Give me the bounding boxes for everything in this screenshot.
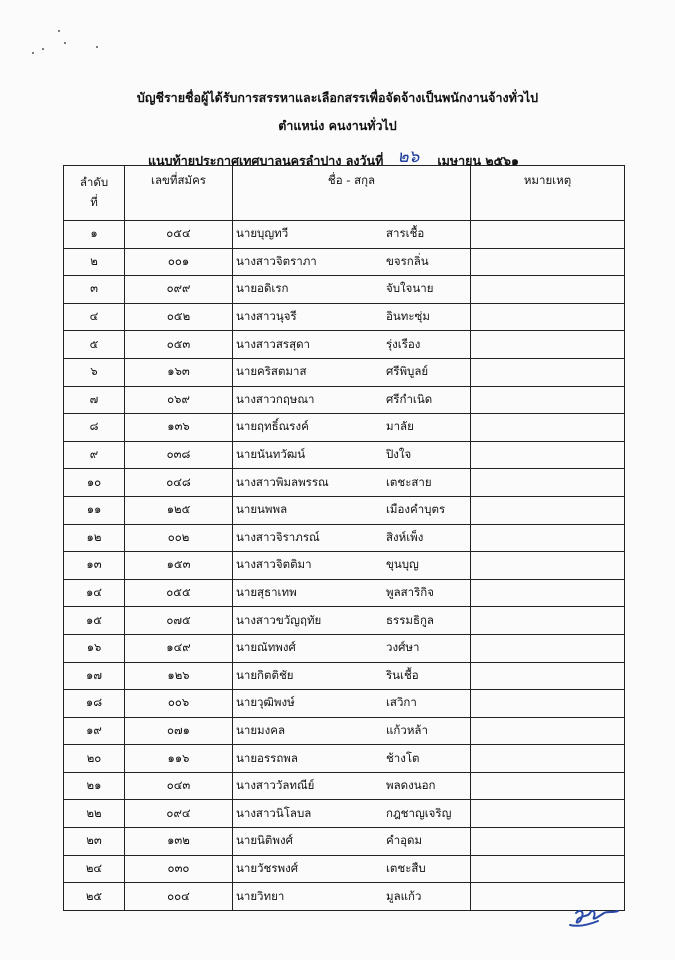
column-header-application-number (125, 166, 233, 221)
name-cell (233, 221, 471, 249)
last-name: สิงห์เพ็ง (386, 529, 424, 544)
name-cell (233, 772, 471, 800)
order-cell: ๒ (64, 248, 125, 276)
name-cell (233, 690, 471, 718)
remarks-cell (471, 717, 625, 745)
order-cell: ๑๙ (64, 717, 125, 745)
remarks-cell (471, 607, 625, 635)
column-header-label: เลขที่สมัคร (151, 173, 206, 187)
order-cell: ๑๕ (64, 607, 125, 635)
name-cell (233, 414, 471, 442)
name-cell (233, 828, 471, 856)
application-number-cell: ๐๐๖ (125, 690, 233, 718)
order-cell: ๙ (64, 441, 125, 469)
order-cell: ๕ (64, 331, 125, 359)
table-row (64, 800, 625, 828)
order-cell: ๒๓ (64, 828, 125, 856)
first-name: นายนพพล (236, 502, 288, 517)
name-cell (233, 496, 471, 524)
table-header-row (64, 166, 625, 221)
document-title: บัญชีรายชื่อผู้ได้รับการสรรหาและเลือกสรรเพื่อจัดจ้างเป็นพนักงานจ้างทั่วไป (136, 90, 539, 105)
table-row (64, 855, 625, 883)
application-number-cell: ๐๙๔ (125, 800, 233, 828)
last-name: รินเชื้อ (386, 667, 419, 682)
remarks-cell (471, 358, 625, 386)
application-number-cell: ๐๗๑ (125, 717, 233, 745)
remarks-cell (471, 772, 625, 800)
table-row (64, 745, 625, 773)
table-row (64, 496, 625, 524)
last-name: มาลัย (386, 419, 414, 434)
name-cell (233, 331, 471, 359)
order-cell: ๑ (64, 221, 125, 249)
last-name: เมืองคำบุตร (386, 502, 446, 517)
table-row (64, 221, 625, 249)
first-name: นายคริสตมาส (236, 364, 307, 379)
last-name: มูลแก้ว (386, 888, 422, 903)
order-cell: ๓ (64, 276, 125, 304)
remarks-cell (471, 524, 625, 552)
table-row (64, 248, 625, 276)
position-title: ตำแหน่ง คนงานทั่วไป (278, 118, 397, 133)
table-row (64, 331, 625, 359)
column-header-label: ลำดับ ที่ (79, 175, 109, 209)
first-name: นายฤทธิ์ณรงค์ (236, 419, 309, 434)
name-cell (233, 855, 471, 883)
remarks-cell (471, 221, 625, 249)
remarks-cell (471, 828, 625, 856)
table-row (64, 414, 625, 442)
first-name: นางสาวจิตราภา (236, 253, 317, 268)
application-number-cell: ๑๖๓ (125, 358, 233, 386)
column-header-label: ชื่อ - สกุล (327, 173, 376, 187)
application-number-cell: ๑๒๕ (125, 496, 233, 524)
remarks-cell (471, 855, 625, 883)
table-row (64, 772, 625, 800)
remarks-cell (471, 248, 625, 276)
first-name: นายอดิเรก (236, 281, 289, 296)
order-cell: ๘ (64, 414, 125, 442)
first-name: นายอรรถพล (236, 750, 298, 765)
remarks-cell (471, 386, 625, 414)
remarks-cell (471, 552, 625, 580)
remarks-cell (471, 690, 625, 718)
last-name: รุ่งเรือง (386, 336, 421, 351)
applicant-table (63, 165, 625, 911)
column-header-remarks (471, 166, 625, 221)
name-cell (233, 745, 471, 773)
column-header-name (233, 166, 471, 221)
name-cell (233, 634, 471, 662)
application-number-cell: ๐๐๒ (125, 524, 233, 552)
first-name: นายนันทวัฒน์ (236, 447, 306, 462)
first-name: นายมงคล (236, 722, 285, 737)
first-name: นางสาววัลทณีย์ (236, 778, 315, 793)
remarks-cell (471, 469, 625, 497)
table-row (64, 828, 625, 856)
last-name: คำอุดม (386, 833, 423, 848)
last-name: ธรรมธิกูล (386, 612, 434, 627)
remarks-cell (471, 441, 625, 469)
order-cell: ๒๔ (64, 855, 125, 883)
first-name: นายณัทพงศ์ (236, 640, 296, 655)
order-cell: ๑๒ (64, 524, 125, 552)
order-cell: ๒๒ (64, 800, 125, 828)
application-number-cell: ๑๔๙ (125, 634, 233, 662)
order-cell: ๗ (64, 386, 125, 414)
first-name: นายวัชรพงศ์ (236, 860, 298, 875)
remarks-cell (471, 579, 625, 607)
application-number-cell: ๐๕๔ (125, 221, 233, 249)
remarks-cell (471, 800, 625, 828)
table-row (64, 303, 625, 331)
remarks-cell (471, 496, 625, 524)
first-name: นายกิตติชัย (236, 667, 294, 682)
application-number-cell: ๑๓๒ (125, 828, 233, 856)
remarks-cell (471, 414, 625, 442)
last-name: วงศ์ษา (386, 640, 420, 655)
application-number-cell: ๑๒๖ (125, 662, 233, 690)
order-cell: ๔ (64, 303, 125, 331)
application-number-cell: ๐๔๓ (125, 772, 233, 800)
application-number-cell: ๐๕๓ (125, 331, 233, 359)
last-name: ช้างโต (386, 750, 420, 765)
last-name: อินทะซุ่ม (386, 309, 430, 324)
first-name: นายวุฒิพงษ์ (236, 695, 295, 710)
remarks-cell (471, 745, 625, 773)
remarks-cell (471, 276, 625, 304)
handwritten-date-day: ๒๖ (397, 147, 420, 167)
table-row (64, 524, 625, 552)
name-cell (233, 441, 471, 469)
remarks-cell (471, 331, 625, 359)
application-number-cell: ๐๖๙ (125, 386, 233, 414)
last-name: ขุนบุญ (386, 557, 419, 572)
last-name: สารเชื้อ (386, 226, 425, 241)
table-row (64, 358, 625, 386)
order-cell: ๖ (64, 358, 125, 386)
application-number-cell: ๑๑๖ (125, 745, 233, 773)
last-name: กฎชาญเจริญ (386, 805, 452, 820)
first-name: นายวิทยา (236, 888, 285, 903)
table-row (64, 441, 625, 469)
table-row (64, 469, 625, 497)
application-number-cell: ๐๗๕ (125, 607, 233, 635)
last-name: พลดงนอก (386, 778, 436, 793)
name-cell (233, 717, 471, 745)
order-cell: ๑๘ (64, 690, 125, 718)
first-name: นายบุญทวี (236, 226, 289, 241)
table-row (64, 883, 625, 911)
first-name: นางสาวพิมลพรรณ (236, 474, 329, 489)
first-name: นางสาวจิตติมา (236, 557, 312, 572)
last-name: ศรีกำเนิด (386, 391, 433, 406)
first-name: นางสาวนิโลบล (236, 805, 312, 820)
first-name: นายนิติพงศ์ (236, 833, 293, 848)
order-cell: ๒๑ (64, 772, 125, 800)
first-name: นางสาวจิราภรณ์ (236, 529, 320, 544)
order-cell: ๑๓ (64, 552, 125, 580)
announcement-suffix: เมษายน ๒๕๖๑ (437, 153, 519, 168)
application-number-cell: ๑๕๓ (125, 552, 233, 580)
order-cell: ๒๕ (64, 883, 125, 911)
name-cell (233, 524, 471, 552)
name-cell (233, 358, 471, 386)
first-name: นางสาวขวัญฤทัย (236, 612, 322, 627)
first-name: นางสาวนุจรี (236, 309, 297, 324)
name-cell (233, 662, 471, 690)
column-header-label: หมายเหตุ (523, 173, 572, 187)
first-name: นางสาวสรสุดา (236, 336, 311, 351)
remarks-cell (471, 303, 625, 331)
application-number-cell: ๑๓๖ (125, 414, 233, 442)
order-cell: ๑๐ (64, 469, 125, 497)
table-row (64, 662, 625, 690)
application-number-cell: ๐๐๔ (125, 883, 233, 911)
name-cell (233, 386, 471, 414)
name-cell (233, 469, 471, 497)
last-name: ศรีพิบูลย์ (386, 364, 429, 379)
name-cell (233, 303, 471, 331)
remarks-cell (471, 634, 625, 662)
table-row (64, 276, 625, 304)
last-name: แก้วหล้า (386, 722, 428, 737)
last-name: ปิงใจ (386, 447, 412, 462)
table-row (64, 579, 625, 607)
application-number-cell: ๐๐๑ (125, 248, 233, 276)
last-name: ขจรกลิ่น (386, 253, 429, 268)
name-cell (233, 607, 471, 635)
last-name: เตชะสืบ (386, 860, 426, 875)
name-cell (233, 276, 471, 304)
name-cell (233, 800, 471, 828)
order-cell: ๑๗ (64, 662, 125, 690)
table-row (64, 717, 625, 745)
name-cell (233, 552, 471, 580)
first-name: นายสุธาเทพ (236, 585, 297, 600)
last-name: เสวิกา (386, 695, 417, 710)
first-name: นางสาวกฤษณา (236, 391, 315, 406)
application-number-cell: ๐๓๐ (125, 855, 233, 883)
application-number-cell: ๐๓๘ (125, 441, 233, 469)
signature-initials (568, 905, 620, 929)
table-row (64, 552, 625, 580)
table-row (64, 634, 625, 662)
name-cell (233, 579, 471, 607)
table-row (64, 607, 625, 635)
column-header-order (64, 166, 125, 221)
order-cell: ๑๖ (64, 634, 125, 662)
application-number-cell: ๐๙๙ (125, 276, 233, 304)
table-row (64, 690, 625, 718)
last-name: จับใจนาย (386, 281, 434, 296)
application-number-cell: ๐๕๕ (125, 579, 233, 607)
name-cell (233, 883, 471, 911)
name-cell (233, 248, 471, 276)
application-number-cell: ๐๕๒ (125, 303, 233, 331)
order-cell: ๒๐ (64, 745, 125, 773)
last-name: เตชะสาย (386, 474, 432, 489)
table-row (64, 386, 625, 414)
remarks-cell (471, 662, 625, 690)
last-name: พูลสาริกิจ (386, 585, 434, 600)
scan-specks (30, 30, 110, 70)
order-cell: ๑๔ (64, 579, 125, 607)
announcement-prefix: แนบท้ายประกาศเทศบาลนครลำปาง ลงวันที่ (148, 153, 384, 168)
application-number-cell: ๐๔๘ (125, 469, 233, 497)
order-cell: ๑๑ (64, 496, 125, 524)
